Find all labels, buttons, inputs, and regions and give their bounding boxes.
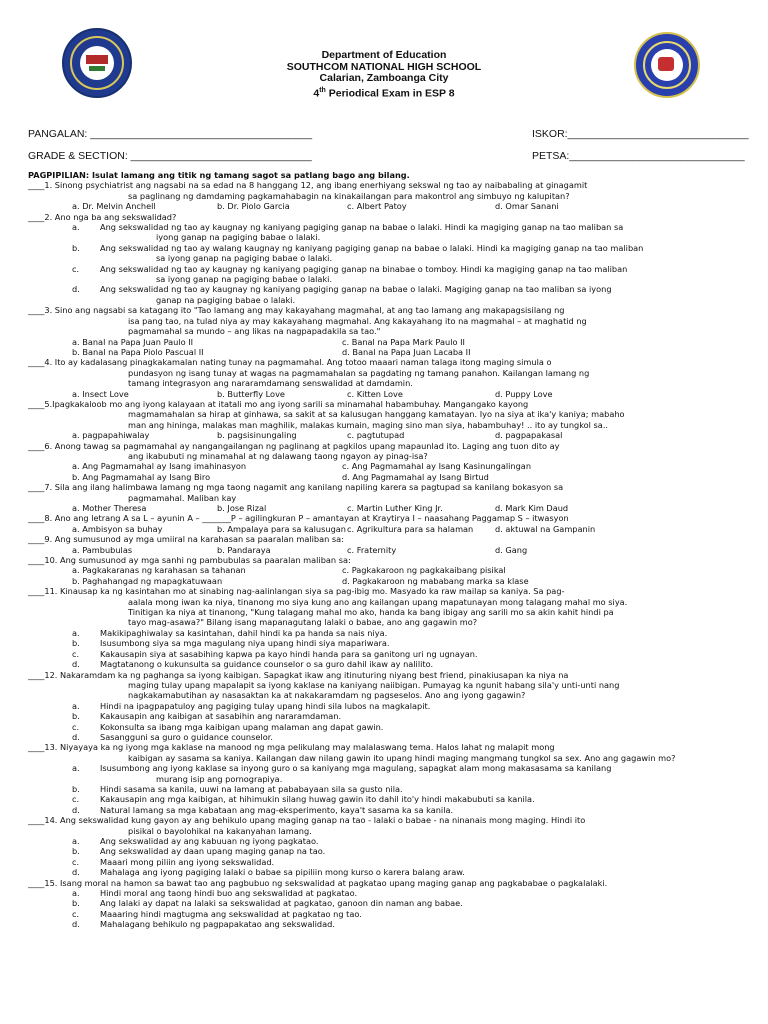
answer-choice: d. aktuwal na Gampanin xyxy=(495,523,596,534)
answer-choice: b. Jose Rizal xyxy=(217,503,267,513)
choice-row xyxy=(28,461,744,471)
answer-choice: d. Ang Pagmamahal ay Isang Birtud xyxy=(342,471,489,482)
question-text-line: pagmamahal. Maliban kay xyxy=(128,492,237,503)
choice-row xyxy=(28,389,744,399)
answer-choice: c. pagtutupad xyxy=(347,430,405,441)
answer-choice: b. Dr. Piolo Garcia xyxy=(217,201,290,212)
answer-choice: b. pagsisinungaling xyxy=(217,430,297,441)
answer-option: a. Ang sekswalidad ng tao ay kaugnay ng kaniyang pagiging ganap na babae o lalaki. Hindi ka magiging ganap na tao maliban sa xyxy=(72,222,624,233)
question-text-line: magmamahalan sa hirap at ginhawa, sa sakit at sa kalusugan hanggang kamatayan. Iyo na siya at ika'y kaniya; mabaho xyxy=(128,409,625,420)
answer-option: d. Magtatanong o kukunsulta sa guidance counselor o sa guro dahil ikaw ay nalilito. xyxy=(72,659,434,670)
question-stem: ____7. Sila ang ilang halimbawa lamang ng mga taong nagamit ang kanilang napiling karera sa pagtupad sa kanilang bokasyon sa xyxy=(28,482,564,493)
answer-option: b. Ang sekswalidad ay daan upang maging ganap na tao. xyxy=(72,846,326,857)
answer-choice: c. Banal na Papa Mark Paulo II xyxy=(342,336,465,347)
question-stem: ____5.Ipagkakaloob mo ang iyong kalayaan at itatali mo ang iyong sarili sa minamahal habambuhay. Mangangako kayong xyxy=(28,398,529,409)
question-text-line: maging tulay upang mapalapit sa iyong kaklase na kaniyang naiibigan. Pumayag ka ngunit habang sila'y unti-unti nang xyxy=(128,679,620,690)
answer-option: a. Hindi moral ang taong hindi buo ang sekswalidad at pagkatao. xyxy=(72,888,358,899)
answer-option: c. Kokonsulta sa ibang mga kaibigan upang malaman ang dapat gawin. xyxy=(72,721,384,732)
choice-row xyxy=(28,545,744,555)
answer-option: b. Ang lalaki ay dapat na lalaki sa sekswalidad at pagkatao, ganoon din naman ang babae. xyxy=(72,898,463,909)
question-stem: ____15. Isang moral na hamon sa bawat tao ang pagbubuo ng sekswalidad at pagkatao upang maging ganap ang pagkababae o pagkalalaki. xyxy=(28,877,608,888)
question-stem: ____2. Ano nga ba ang sekswalidad? xyxy=(28,211,177,222)
answer-choice: d. pagpapakasal xyxy=(495,430,563,441)
answer-option: b. Hindi sasama sa kanila, uuwi na lamang at pababayaan sila sa gusto nila. xyxy=(72,783,403,794)
answer-option: d. Mahalagang behikulo ng pagpapakatao ang sekswalidad. xyxy=(72,919,335,930)
question-text-line: man ang hininga, malakas man maghilik, malakas kumain, maging sino man siya, habambuhay! .. ito ay tungkol sa.. xyxy=(128,419,609,430)
answer-option: b. Ang sekswalidad ng tao ay walang kaugnay ng kaniyang pagiging ganap na babae o lalaki. Hindi ka magiging ganap na tao maliban xyxy=(72,242,644,253)
answer-choice: c. Albert Patoy xyxy=(347,201,407,212)
choice-row xyxy=(28,201,744,211)
answer-choice: a. Ang Pagmamahal ay Isang imahinasyon xyxy=(72,461,247,472)
question-text-line: pagmamahal sa mundo – ang likas na nagpapadakila sa tao." xyxy=(128,326,381,337)
department-title: Department of Education xyxy=(321,49,447,61)
question-text-line: Tinitigan ka niya at tinanong, "Kung talagang mahal mo ako, handa ka bang ibigay ang sarili mo sa akin kahit hindi pa xyxy=(128,607,614,618)
question-text-line: isa pang tao, na tulad niya ay may kakayahang magmahal. Ang kakayahang ito na magmahal – at maghatid ng xyxy=(128,315,587,326)
choice-row xyxy=(28,503,744,513)
choice-row xyxy=(28,472,744,482)
answer-choice: c. Fraternity xyxy=(347,544,397,555)
question-stem: ____9. Ang sumusunod ay mga umiiral na karahasan sa paaralan maliban sa: xyxy=(28,534,344,545)
answer-option: c. Kakausapin siya at sasabihing kapwa pa kayo hindi handa para sa ganitong uri ng ugnayan. xyxy=(72,648,478,659)
answer-choice: c. Kitten Love xyxy=(347,388,403,399)
answer-choice: a. Pagkakaranas ng karahasan sa tahanan xyxy=(72,565,246,576)
answer-option: c. Ang sekswalidad ng tao ay kaugnay ng kaniyang pagiging ganap na binabae o tomboy. Hindi ka magiging ganap na tao maliban xyxy=(72,263,628,274)
answer-option: d. Natural lamang sa mga kabataan ang mag-eksperimento, kaya't sasama ka sa kanila. xyxy=(72,804,454,815)
score-field[interactable]: ISKOR:_______________________________ xyxy=(532,128,749,140)
answer-option-cont: murang isip ang pornograpiya. xyxy=(156,773,283,784)
answer-choice: b. Butterfly Love xyxy=(217,388,285,399)
question-stem: ____11. Kinausap ka ng kasintahan mo at sinabing nag-aalinlangan siya sa pag-ibig mo. Masyado ka raw mailap sa kaniya. Sa pag- xyxy=(28,586,565,597)
answer-choice: d. Omar Sanani xyxy=(495,201,559,212)
question-text-line: kaibigan ay sasama sa kaniya. Kailangan daw nilang gawin ito upang hindi maging mangmang tungkol sa sex. Ano ang gagawin mo? xyxy=(128,752,676,763)
answer-choice: c. Agrikultura para sa halaman xyxy=(347,523,474,534)
choice-row xyxy=(28,576,744,586)
choice-row xyxy=(28,524,744,534)
answer-choice: a. Mother Theresa xyxy=(72,503,147,513)
answer-choice: a. pagpapahiwalay xyxy=(72,430,150,441)
answer-choice: b. Banal na Papa Piolo Pascual II xyxy=(72,346,204,357)
question-text-line: sa paglinang ng damdaming pagkamahabagin na kinakailangan para makontrol ang simbuyo ng kalupitan? xyxy=(128,190,570,201)
question-text-line: tayo mag-asawa?" Bilang isang mapanagutang lalaki o babae, ano ang gagawin mo? xyxy=(128,617,478,628)
answer-option: a. Ang sekswalidad ay ang kabuuan ng iyong pagkatao. xyxy=(72,836,319,846)
answer-option: d. Sasangguni sa guro o guidance counselor. xyxy=(72,731,273,742)
answer-option: c. Maaari mong piliin ang iyong sekswalidad. xyxy=(72,856,275,867)
answer-choice: d. Banal na Papa Juan Lacaba II xyxy=(342,346,471,357)
question-text-line: tamang integrasyon ang nararamdamang senswalidad at damdamin. xyxy=(128,378,413,389)
answer-choice: b. Ampalaya para sa kalusugan xyxy=(217,523,346,534)
exam-title: 4th Periodical Exam in ESP 8 xyxy=(313,86,455,100)
answer-choice: d. Puppy Love xyxy=(495,388,553,399)
exam-header xyxy=(0,50,768,100)
choice-row xyxy=(28,347,744,357)
answer-option-cont: ganap na pagiging babae o lalaki. xyxy=(156,294,296,305)
question-stem: ____3. Sino ang nagsabi sa katagang ito "Tao lamang ang may kakayahang magmahal, at ang tao lamang ang makapagsisilang ng xyxy=(28,305,565,316)
question-text-line: pisikal o bayolohikal na kakanyahan lamang. xyxy=(128,825,312,836)
instructions: PAGPIPILIAN: Isulat lamang ang titik ng tamang sagot sa patlang bago ang bilang. xyxy=(28,170,410,180)
answer-choice: a. Insect Love xyxy=(72,388,129,399)
answer-option: a. Makikipaghiwalay sa kasintahan, dahil hindi ka pa handa sa nais niya. xyxy=(72,627,388,638)
answer-option: a. Isusumbong ang iyong kaklase sa inyong guro o sa kaniyang mga magulang, sapagkat alam mong makasasama sa kanilang xyxy=(72,763,612,774)
answer-option-cont: sa iyong ganap na pagiging babae o lalaki. xyxy=(156,253,333,264)
name-field[interactable]: PANGALAN: ______________________________________ xyxy=(28,128,313,140)
exam-body xyxy=(28,170,744,930)
choice-row xyxy=(28,337,744,347)
answer-option: c. Maaaring hindi magtugma ang sekswalidad at pagkatao ng tao. xyxy=(72,908,362,919)
answer-choice: b. Pandaraya xyxy=(217,544,271,555)
answer-option: b. Kakausapin ang kaibigan at sasabihin ang nararamdaman. xyxy=(72,711,342,722)
question-text-line: ang ikabubuti ng minamahal at ng dalawang taong ngayon ay pinag-isa? xyxy=(128,450,428,461)
question-stem: ____6. Anong tawag sa pagmamahal ay nangangailangan ng paglinang at pagkilos upang mapaunlad ito. Laging ang tuon dito ay xyxy=(28,440,560,451)
question-stem: ____13. Niyayaya ka ng iyong mga kaklase na manood ng mga pelikulang may malalaswang tema. Halos lahat ng malapit mong xyxy=(28,742,555,753)
answer-option: b. Isusumbong siya sa mga magulang niya upang hindi siya mapariwara. xyxy=(72,638,390,649)
question-stem: ____10. Ang sumusunod ay mga sanhi ng pambubulas sa paaralan maliban sa: xyxy=(28,555,351,566)
choice-row xyxy=(28,565,744,575)
answer-option: d. Mahalaga ang iyong pagiging lalaki o babae sa pipiliin mong kurso o karera balang araw. xyxy=(72,867,465,878)
question-stem: ____14. Ang sekswalidad kung gayon ay ang behikulo upang maging ganap na tao - lalaki o babae - na ninanais mong maging. Hindi ito xyxy=(28,815,586,826)
answer-choice: a. Dr. Melvin Anchell xyxy=(72,201,156,212)
school-location: Calarian, Zamboanga City xyxy=(319,72,449,85)
choice-row xyxy=(28,430,744,440)
answer-choice: d. Gang xyxy=(495,544,528,555)
answer-choice: c. Martin Luther King Jr. xyxy=(347,503,443,513)
answer-option: a. Hindi na ipagpapatuloy ang pagiging tulay upang hindi sila lubos na magkalapit. xyxy=(72,700,431,711)
question-stem: ____12. Nakaramdam ka ng paghanga sa iyong kaibigan. Sapagkat ikaw ang itinuturing niyang best friend, pinakiusapan ka niya na xyxy=(28,669,569,680)
question-stem: ____4. Ito ay kadalasang pinagkakamalan nating tunay na pagmamahal. Ang totoo maaari naman talaga itong maging simula o xyxy=(28,357,552,368)
answer-option-cont: sa iyong ganap na pagiging babae o lalaki. xyxy=(156,274,333,285)
date-field[interactable]: PETSA:______________________________ xyxy=(532,150,745,162)
answer-choice: a. Banal na Papa Juan Paulo II xyxy=(72,336,194,347)
answer-option: d. Ang sekswalidad ng tao ay kaugnay ng kaniyang pagiging ganap na babae o lalaki. Magiging ganap na tao maliban sa iyong xyxy=(72,284,612,295)
school-name: SOUTHCOM NATIONAL HIGH SCHOOL xyxy=(286,60,482,73)
grade-section-field[interactable]: GRADE & SECTION: _______________________________ xyxy=(28,150,312,162)
answer-choice: c. Pagkakaroon ng pagkakaibang pisikal xyxy=(342,565,506,576)
answer-choice: b. Paghahangad ng mapagkatuwaan xyxy=(72,575,223,586)
answer-choice: c. Ang Pagmamahal ay Isang Kasinungalingan xyxy=(342,461,532,472)
question-text-line: nagkakamabutihan ay nasasaktan ka at nakakaramdam ng pagseselos. Ano ang iyong gagawin? xyxy=(128,690,526,701)
answer-choice: b. Ang Pagmamahal ay Isang Biro xyxy=(72,471,211,482)
question-stem: ____8. Ano ang letrang A sa L – ayunin A – _______P – agilingkuran P – amantayan at Kraytirya I – naasahang Paggamap S – itwasyon xyxy=(28,513,569,524)
answer-choice: d. Pagkakaroon ng mababang marka sa klase xyxy=(342,575,529,586)
answer-choice: a. Pambubulas xyxy=(72,544,133,555)
question-text-line: pundasyon ng isang tunay at wagas na pagmamahalan sa pagdating ng tamang panahon. Kailangan lamang ng xyxy=(128,367,590,378)
answer-option-cont: iyong ganap na pagiging babae o lalaki. xyxy=(156,232,321,243)
answer-option: c. Kakausapin ang mga kaibigan, at hihimukin silang huwag gawin ito dahil ito'y hindi makabubuti sa kanila. xyxy=(72,794,535,805)
answer-choice: d. Mark Kim Daud xyxy=(495,503,569,513)
question-stem: ____1. Sinong psychiatrist ang nagsabi na sa edad na 8 hanggang 12, ang ibang enerhiyang sekswal ng tao ay naibabaling at ginagamit xyxy=(28,180,588,191)
question-text-line: aalala mong iwan ka niya, tinanong mo siya kung ano ang kailangan upang mapatunayan mong talagang mahal mo siya. xyxy=(128,596,628,607)
answer-choice: a. Ambisyon sa buhay xyxy=(72,523,163,534)
